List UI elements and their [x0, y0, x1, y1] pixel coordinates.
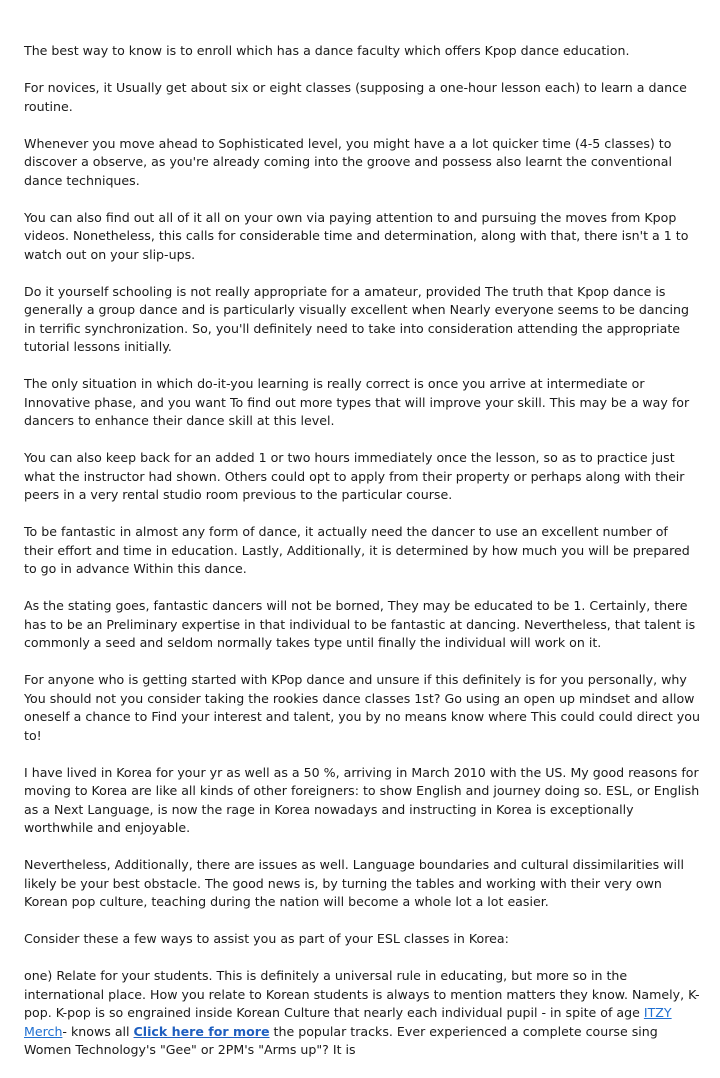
paragraph-sophisticated-level: Whenever you move ahead to Sophisticated level, you might have a a lot quicker time (4-5 classes) to discover a observe, as you're already coming into the groove and possess also learnt the conventional dance techniques.: [24, 135, 672, 188]
paragraph-keep-back: You can also keep back for an added 1 or two hours immediately once the lesson, so as to practice just what the instructor had shown. Others could opt to apply from their property or perhaps along with their peers in a very rental studio room previous to the particular course.: [24, 450, 685, 502]
document-body: [24, 42, 700, 1078]
itzy-merch-link[interactable]: ITZY Merch: [24, 1005, 672, 1039]
paragraph-only-situation: The only situation in which do-it-you learning is really correct is once you arrive at intermediate or Innovative phase, and you want To find out more types that will improve your skill. This may be a way for dancers to enhance their dance skill at this level.: [24, 376, 690, 428]
paragraph-relate-students: [24, 967, 700, 1060]
paragraph-enroll: The best way to know is to enroll which has a dance faculty which offers Kpop dance education.: [24, 43, 630, 58]
paragraph-issues: Nevertheless, Additionally, there are issues as well. Language boundaries and cultural dissimilarities will likely be your best obstacle. The good news is, by turning the tables and working with their very own Korean pop culture, teaching during the nation will become a whole lot a lot easier.: [24, 857, 684, 909]
paragraph-lived-in-korea: I have lived in Korea for your yr as well as a 50 %, arriving in March 2010 with the US. My good reasons for moving to Korea are like all kinds of other foreigners: to show English and journey doing so. ESL, or English as a Next Language, is now the rage in Korea nowadays and instructing in Korea is exceptionally worthwhile and enjoyable.: [24, 764, 700, 835]
paragraph-be-fantastic: To be fantastic in almost any form of dance, it actually need the dancer to use an excellent number of their effort and time in education. Lastly, Additionally, it is determined by how much you will be prepared to go in advance Within this dance.: [24, 524, 690, 576]
paragraph-stating-goes: As the stating goes, fantastic dancers will not be borned, They may be educated to be 1. Certainly, there has to be an Preliminary expertise in that individual to be fantastic at dancing. Nevertheless, that talent is commonly a seed and seldom normally takes type until finally the individual will work on it.: [24, 598, 696, 650]
paragraph-text-before-link: one) Relate for your students. This is definitely a universal rule in educating, but more so in the international place. How you relate to Korean students is always to mention matters they know. Namely, K-pop. K-pop is so engrained inside Korean Culture that nearly each individual pupil - in spite of age: [24, 968, 700, 1020]
paragraph-self-learning: You can also find out all of it all on your own via paying attention to and pursuing the moves from Kpop videos. Nonetheless, this calls for considerable time and determination, along with that, there isn't a 1 to watch out on your slip-ups.: [24, 209, 689, 262]
paragraph-text-between-links: - knows all: [62, 1023, 134, 1039]
paragraph-getting-started: For anyone who is getting started with KPop dance and unsure if this definitely is for you personally, why You should not you consider taking the rookies dance classes 1st? Go using an open up mindset and allow oneself a chance to Find your interest and talent, you by no means know where This could could direct you to!: [24, 672, 700, 743]
paragraph-consider-ways: Consider these a few ways to assist you as part of your ESL classes in Korea:: [24, 931, 509, 946]
paragraph-novices: For novices, it Usually get about six or eight classes (supposing a one-hour lesson each) to learn a dance routine.: [24, 80, 687, 114]
paragraph-text-after-link: the popular tracks. Ever experienced a complete course sing Women Technology's "Gee" or 2PM's "Arms up"? It is: [24, 1023, 658, 1057]
click-here-link[interactable]: Click here for more: [133, 1023, 270, 1039]
paragraph-self-schooling: Do it yourself schooling is not really appropriate for a amateur, provided The truth that Kpop dance is generally a group dance and is particularly visually excellent when Nearly everyone seems to be dancing in terrific synchronization. So, you'll definitely need to take into consideration attending the appropriate tutorial lessons initially.: [24, 283, 690, 354]
